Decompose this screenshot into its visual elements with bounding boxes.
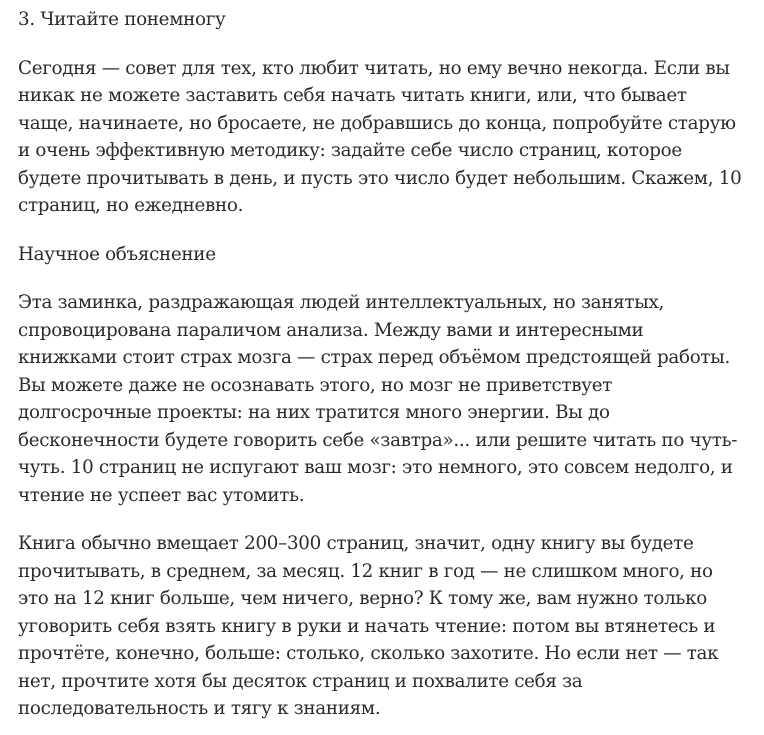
paragraph-books-per-year: Книга обычно вмещает 200–300 страниц, значит, одну книгу вы будете прочитывать, в среднем, за месяц. 12 книг в год — не слишком много, но это на 12 книг больше, чем ничего, верно? К тому же, вам нужно только уговорить себя взять книгу в руки и начать чтение: потом вы втянетесь и прочтёте, конечно, больше: столько, сколько захотите. Но если нет — так нет, прочтите хотя бы десяток страниц и похвалите себя за последовательность и тягу к знаниям. [18,533,719,719]
intro-paragraph: Сегодня — совет для тех, кто любит читать, но ему вечно некогда. Если вы никак не можете заставить себя начать читать книги, или, что бывает чаще, начинаете, но бросаете, не добравшись до конца, попробуйте старую и очень эффективную методику: задайте себе число страниц, которое будете прочитывать в день, и пусть это число будет небольшим. Скажем, 10 страниц, но ежедневно. [18,57,742,216]
paragraph-explanation: Эта заминка, раздражающая людей интеллектуальных, но занятых, спровоцирована параличом анализа. Между вами и интересными книжками стоит страх мозга — страх перед объёмом предстоящей работы. Вы можете даже не осознавать этого, но мозг не приветствует долгосрочные проекты: на них тратится много энергии. Вы до бесконечности будете говорить себе «завтра»... или решите читать по чуть-чуть. 10 страниц не испугают ваш мозг: это немного, это совсем недолго, и чтение не успеет вас утомить. [18,292,738,506]
article-body [18,6,746,723]
subheading: Научное объяснение [18,243,216,265]
section-heading: 3. Читайте понемногу [18,9,226,30]
